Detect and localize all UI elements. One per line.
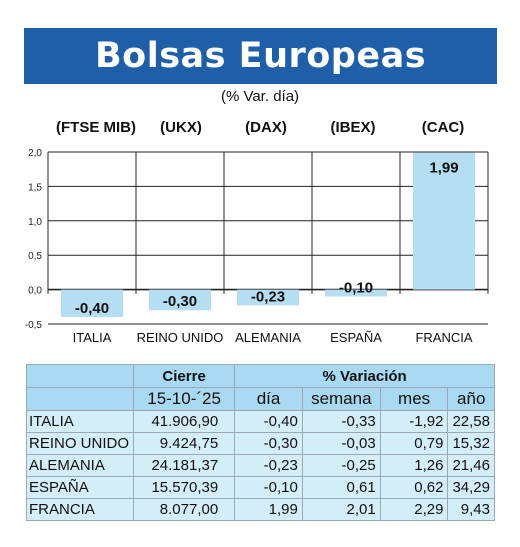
cell-dia: 1,99 (235, 499, 303, 521)
cell-mes: 0,79 (380, 433, 448, 455)
cell-cierre: 24.181,37 (134, 455, 235, 477)
data-label: -0,23 (250, 288, 286, 306)
x-tick-label: ESPAÑA (330, 330, 382, 345)
cell-dia: -0,23 (235, 455, 303, 477)
quotes-table (26, 364, 495, 521)
cell-cierre: 15.570,39 (134, 477, 235, 499)
cell-semana: -0,03 (302, 433, 380, 455)
cell-mes: -1,92 (380, 411, 448, 433)
table-subheader-row (27, 388, 495, 411)
cell-dia: -0,40 (235, 411, 303, 433)
cell-anio: 22,58 (448, 411, 495, 433)
table-row (27, 477, 495, 499)
table-row (27, 499, 495, 521)
cell-semana: 2,01 (302, 499, 380, 521)
cell-mes: 0,62 (380, 477, 448, 499)
cell-mes: 1,26 (380, 455, 448, 477)
data-label: 1,99 (429, 159, 459, 177)
chart-title: Bolsas Europeas (94, 36, 427, 76)
y-tick-label: 0,0 (28, 285, 42, 297)
subheader-fecha: 15-10-´25 (134, 388, 235, 411)
table-row (27, 411, 495, 433)
cell-semana: 0,61 (302, 477, 380, 499)
chart-subtitle: (% Var. día) (220, 88, 300, 105)
cell-cierre: 9.424,75 (134, 433, 235, 455)
x-tick-label: FRANCIA (415, 330, 473, 345)
index-label-ftse-mib: (FTSE MIB) (56, 119, 136, 136)
cell-semana: -0,25 (302, 455, 380, 477)
header-variacion: % Variación (235, 365, 495, 388)
index-label-dax: (DAX) (245, 119, 287, 136)
subheader-dia: día (235, 388, 303, 411)
y-tick-label: 1,0 (28, 216, 42, 228)
subheader-anio: año (448, 388, 495, 411)
data-label: -0,30 (162, 293, 198, 311)
cell-dia: -0,30 (235, 433, 303, 455)
y-tick-label: 2,0 (28, 148, 42, 159)
cell-mes: 2,29 (380, 499, 448, 521)
table-row (27, 433, 495, 455)
y-tick-label: 1,5 (28, 182, 42, 194)
table-group-header-row (27, 365, 495, 388)
cell-anio: 9,43 (448, 499, 495, 521)
cell-pais: ESPAÑA (27, 477, 134, 499)
cell-anio: 34,29 (448, 477, 495, 499)
index-label-cac: (CAC) (421, 119, 465, 136)
y-tick-label: 0,5 (28, 251, 42, 263)
cell-semana: -0,33 (302, 411, 380, 433)
cell-pais: ITALIA (27, 411, 134, 433)
table-row (27, 455, 495, 477)
title-banner (24, 28, 497, 84)
subheader-semana: semana (302, 388, 380, 411)
cell-anio: 21,46 (448, 455, 495, 477)
cell-dia: -0,10 (235, 477, 303, 499)
cell-anio: 15,32 (448, 433, 495, 455)
data-label: -0,10 (338, 279, 374, 297)
subheader-mes: mes (380, 388, 448, 411)
header-cierre: Cierre (134, 365, 235, 388)
x-tick-label: ITALIA (72, 330, 112, 345)
cell-pais: FRANCIA (27, 499, 134, 521)
cell-pais: ALEMANIA (27, 455, 134, 477)
header-blank-cell (27, 365, 134, 388)
bar-chart (0, 140, 520, 348)
cell-cierre: 8.077,00 (134, 499, 235, 521)
cell-cierre: 41.906,90 (134, 411, 235, 433)
index-label-ibex: (IBEX) (330, 119, 376, 136)
index-label-ukx: (UKX) (160, 119, 202, 136)
subheader-blank-cell (27, 388, 134, 411)
cell-pais: REINO UNIDO (27, 433, 134, 455)
x-tick-label: REINO UNIDO (136, 330, 224, 345)
y-tick-label: -0,5 (24, 320, 42, 331)
data-label: -0,40 (74, 300, 110, 318)
x-tick-label: ALEMANIA (235, 330, 301, 345)
